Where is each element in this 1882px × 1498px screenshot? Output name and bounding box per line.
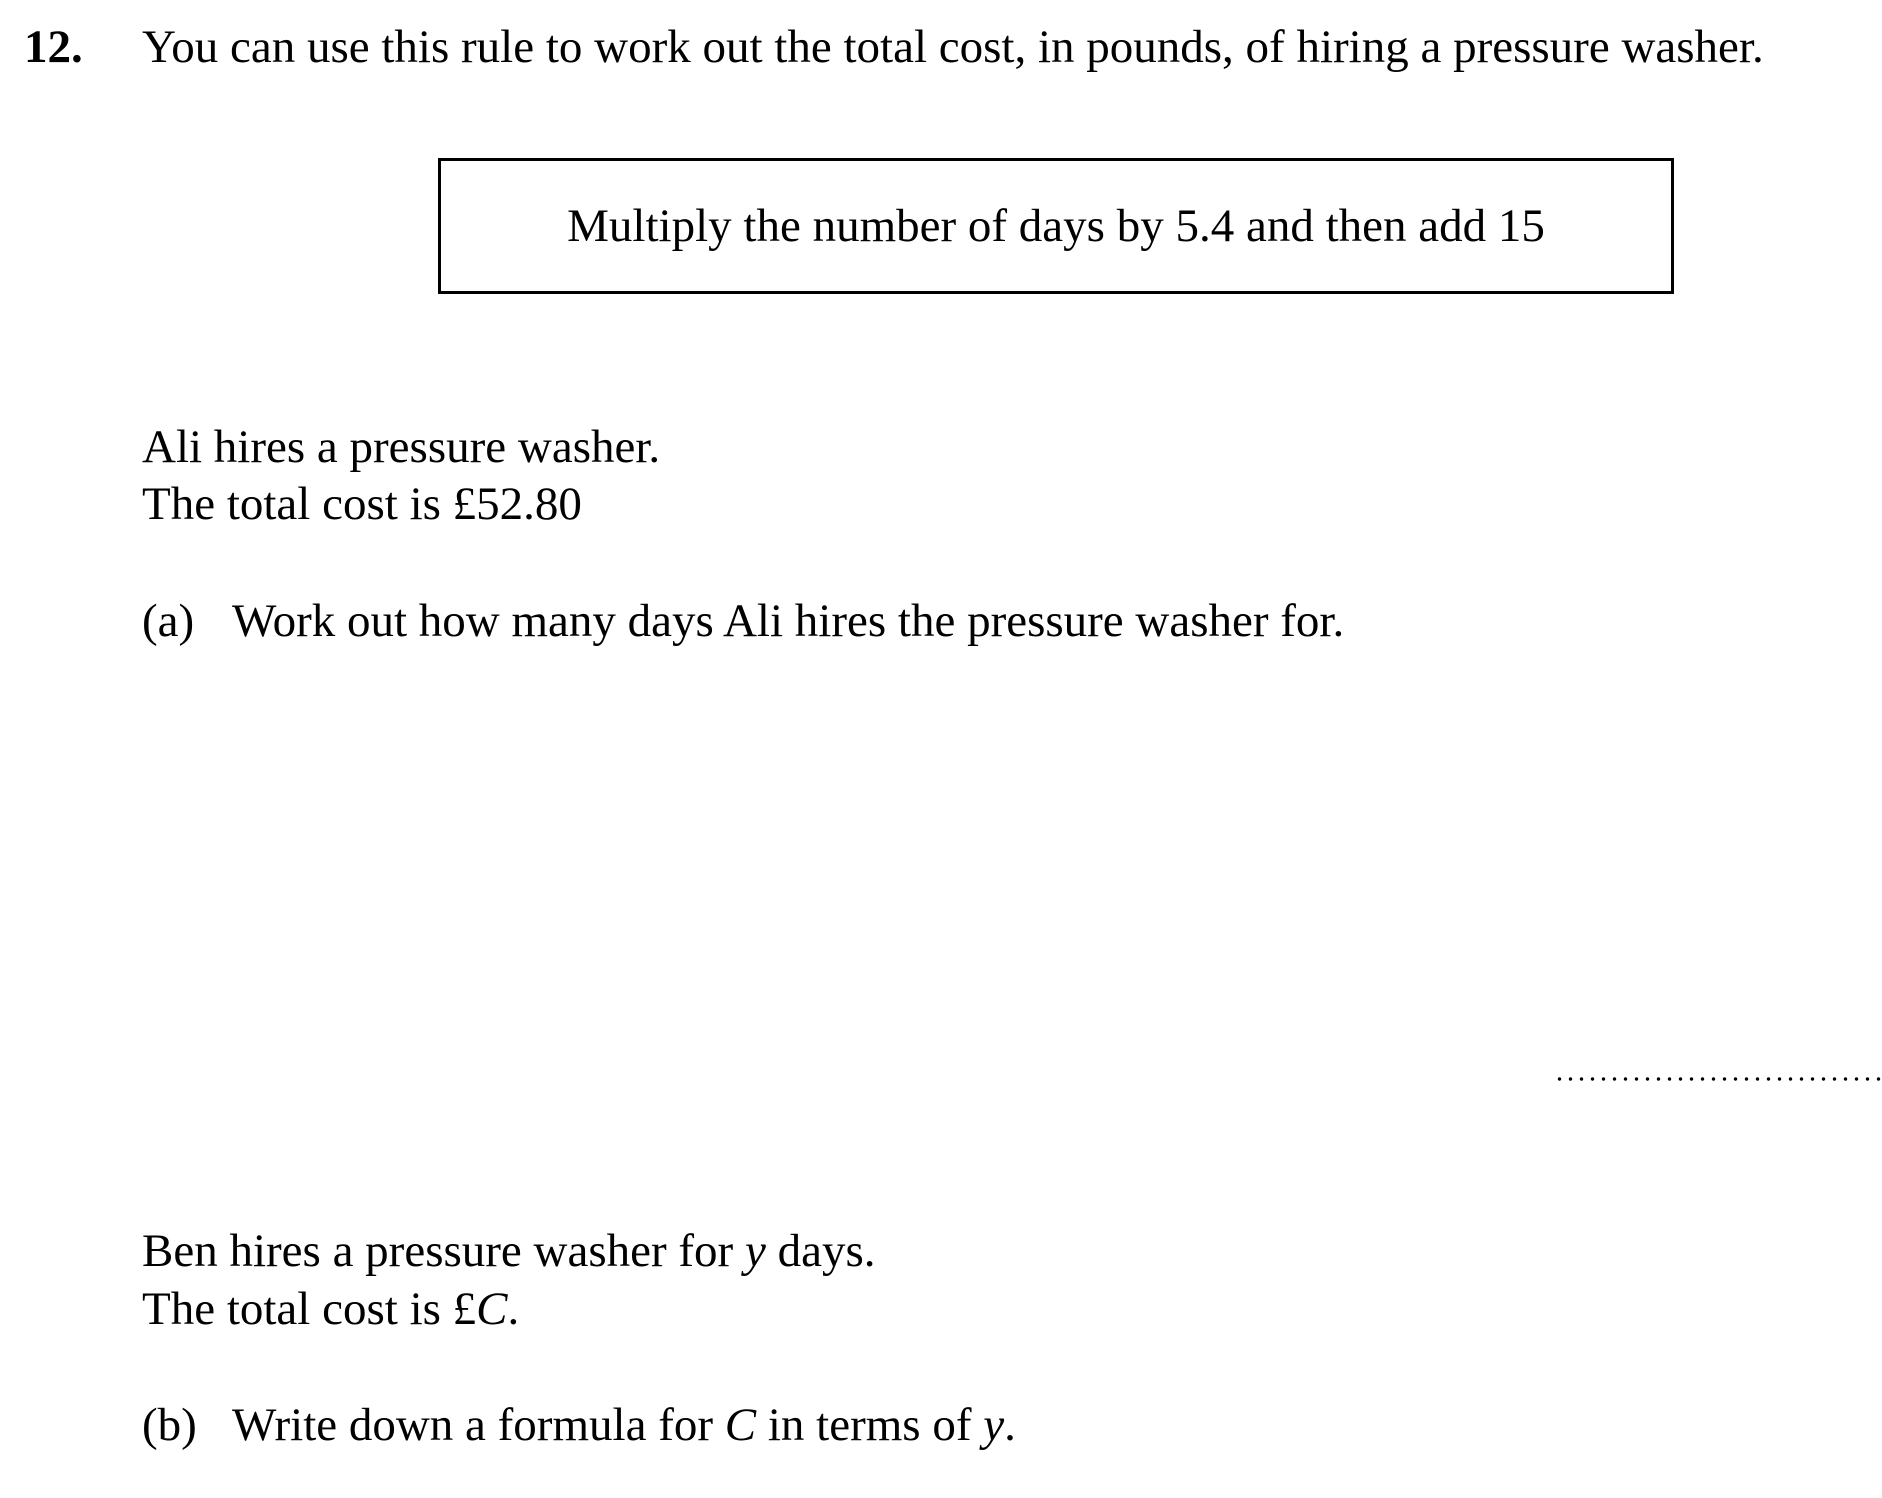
part-a-question: Work out how many days Ali hires the pressure washer for. (232, 595, 1345, 647)
variable-y: y (983, 1399, 1005, 1451)
variable-y: y (744, 1225, 766, 1277)
ben-total-cost: The total cost is £C. (142, 1283, 520, 1335)
question-number: 12. (24, 21, 83, 73)
ali-statement: Ali hires a pressure washer. (142, 421, 661, 473)
ben-statement: Ben hires a pressure washer for y days. (142, 1225, 876, 1277)
part-b-label: (b) (142, 1399, 197, 1451)
ali-total-cost: The total cost is £52.80 (142, 478, 582, 530)
rule-box (438, 158, 1674, 294)
answer-dotted-line[interactable] (1554, 1076, 1882, 1082)
part-a-label: (a) (142, 595, 195, 647)
question-intro: You can use this rule to work out the total cost, in pounds, of hiring a pressure washer. (142, 21, 1764, 73)
part-b-question: Write down a formula for C in terms of y. (232, 1399, 1016, 1451)
variable-c: C (476, 1283, 508, 1335)
variable-c: C (724, 1399, 757, 1451)
rule-text: Multiply the number of days by 5.4 and then add 15 (567, 199, 1545, 252)
